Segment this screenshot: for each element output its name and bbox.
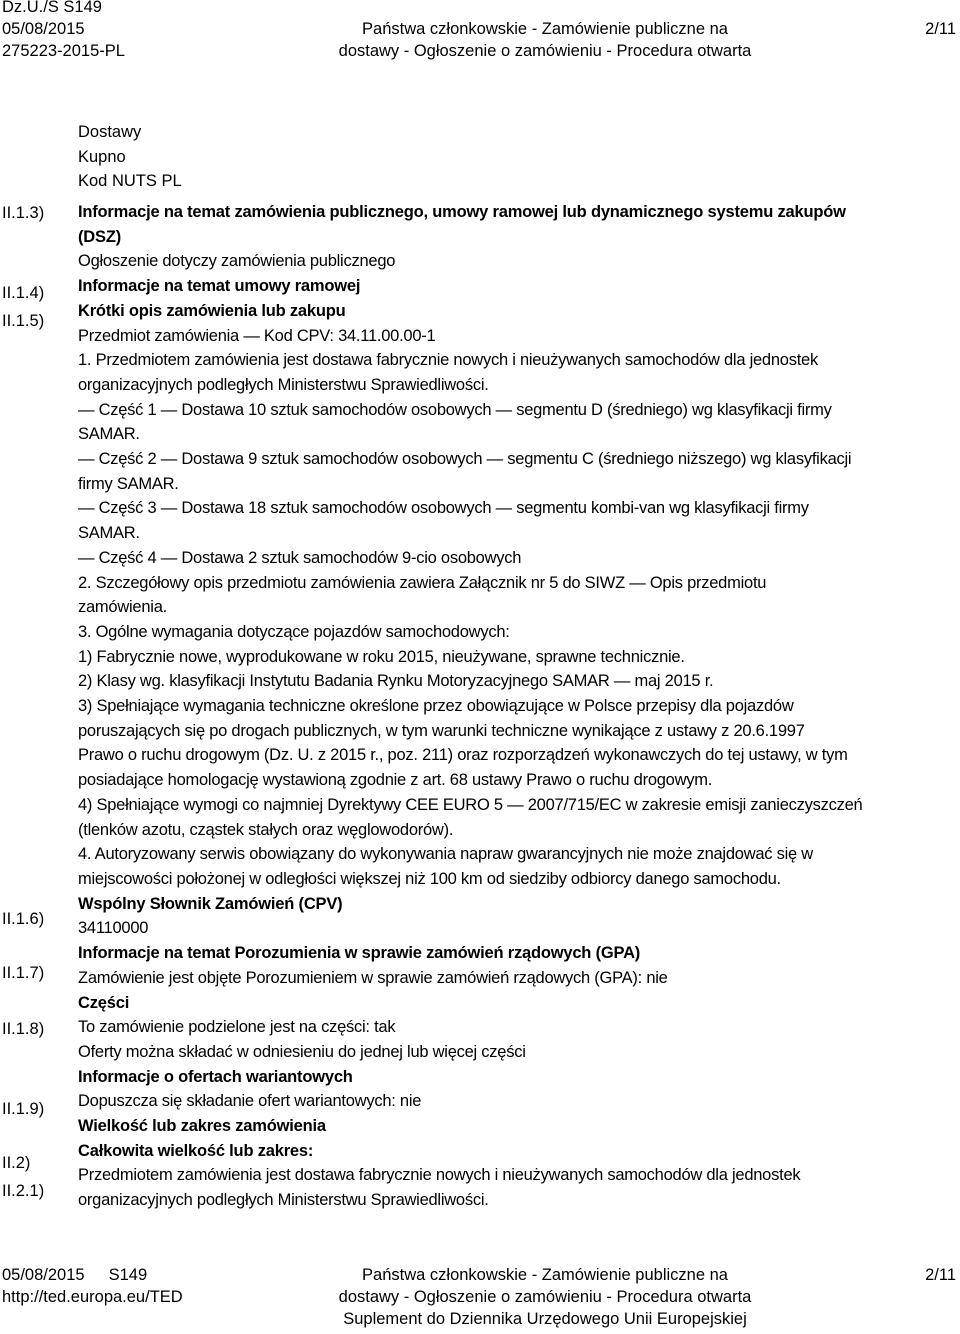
body-line: — Część 3 — Dostawa 18 sztuk samochodów osobowych — segmentu kombi-van wg klasyfikacji firmy [78, 499, 809, 518]
intro-line: Dostawy [78, 123, 142, 141]
section-number-ii-1-9: II.1.9) [2, 1100, 45, 1118]
body-line: firmy SAMAR. [78, 474, 179, 493]
intro-line: Kupno [78, 147, 126, 166]
footer-title-line-1: Państwa członkowskie - Zamówienie publiczne na [362, 1266, 728, 1284]
footer-issue: S149 [108, 1266, 148, 1284]
body-line: 34110000 [78, 919, 149, 938]
body-line: 1. Przedmiotem zamówienia jest dostawa fabrycznie nowych i nieużywanych samochodów dla jednostek [78, 351, 818, 370]
body-line: 3) Spełniające wymagania techniczne określone przez obowiązujące w Polsce przepisy dla pojazdów [78, 697, 794, 716]
section-heading: Informacje na temat Porozumienia w sprawie zamówień rządowych (GPA) [78, 944, 641, 963]
body-line: SAMAR. [78, 524, 140, 543]
footer-url[interactable]: http://ted.europa.eu/TED [2, 1288, 183, 1306]
body-line: organizacyjnych podległych Ministerstwu Sprawiedliwości. [78, 1191, 489, 1210]
section-number-ii-1-4: II.1.4) [2, 284, 45, 302]
footer-date: 05/08/2015 [2, 1266, 85, 1284]
section-heading: Informacje o ofertach wariantowych [78, 1067, 353, 1086]
section-heading: Całkowita wielkość lub zakres: [78, 1141, 314, 1160]
body-line: SAMAR. [78, 425, 140, 444]
section-heading: (DSZ) [78, 227, 121, 246]
section-number-ii-1-3: II.1.3) [2, 204, 45, 222]
header-title-line-2: dostawy - Ogłoszenie o zamówieniu - Procedura otwarta [338, 42, 752, 60]
body-line: 1) Fabrycznie nowe, wyprodukowane w roku 2015, nieużywane, sprawne technicznie. [78, 647, 685, 666]
section-heading: Krótki opis zamówienia lub zakupu [78, 301, 346, 320]
body-line: 2) Klasy wg. klasyfikacji Instytutu Badania Rynku Motoryzacyjnego SAMAR — maj 2015 r. [78, 672, 714, 691]
journal-ref: Dz.U./S S149 [2, 0, 102, 16]
body-line: Oferty można składać w odniesieniu do jednej lub więcej części [78, 1042, 526, 1061]
body-line: zamówienia. [78, 598, 167, 617]
footer-center [0, 1264, 960, 1330]
section-number-ii-1-8: II.1.8) [2, 1020, 45, 1038]
body-line: Przedmiotem zamówienia jest dostawa fabrycznie nowych i nieużywanych samochodów dla jednostek [78, 1166, 801, 1185]
body-line: Zamówienie jest objęte Porozumieniem w sprawie zamówień rządowych (GPA): nie [78, 968, 668, 987]
intro-line: Kod NUTS PL [78, 172, 182, 191]
notice-body [78, 200, 944, 1213]
section-heading: Informacje na temat umowy ramowej [78, 277, 361, 296]
section-number-ii-1-5: II.1.5) [2, 312, 45, 330]
footer-supplement: Suplement do Dziennika Urzędowego Unii Europejskiej [343, 1310, 747, 1328]
header-title-line-1: Państwa członkowskie - Zamówienie publiczne na [362, 20, 728, 38]
intro-block [78, 120, 944, 194]
body-line: poruszających się po drogach publicznych, w tym warunki techniczne wynikające z ustawy z 20.6.1997 [78, 721, 805, 740]
body-line: — Część 1 — Dostawa 10 sztuk samochodów osobowych — segmentu D (średniego) wg klasyfikacji firmy [78, 400, 832, 419]
body-line: — Część 2 — Dostawa 9 sztuk samochodów osobowych — segmentu C (średniego niższego) wg klasyfikacji [78, 450, 852, 469]
footer-page-number: 2/11 [925, 1266, 956, 1284]
footer-title-line-2: dostawy - Ogłoszenie o zamówieniu - Procedura otwarta [338, 1288, 752, 1306]
section-heading: Części [78, 993, 130, 1012]
notice-number: 275223-2015-PL [2, 42, 125, 60]
body-line: organizacyjnych podległych Ministerstwu Sprawiedliwości. [78, 375, 489, 394]
section-number-ii-2-1: II.2.1) [2, 1182, 45, 1200]
body-line: 3. Ogólne wymagania dotyczące pojazdów samochodowych: [78, 622, 510, 641]
body-line: Ogłoszenie dotyczy zamówienia publicznego [78, 252, 396, 271]
body-line: 2. Szczegółowy opis przedmiotu zamówienia zawiera Załącznik nr 5 do SIWZ — Opis przedmiotu [78, 573, 767, 592]
body-line: To zamówienie podzielone jest na części: tak [78, 1018, 396, 1037]
section-heading: Informacje na temat zamówienia publicznego, umowy ramowej lub dynamicznego systemu zakupów [78, 203, 846, 221]
body-line: miejscowości położonej w odległości większej niż 100 km od siedziby odbiorcy danego samochodu. [78, 869, 781, 888]
section-number-ii-1-7: II.1.7) [2, 964, 45, 982]
body-line: 4. Autoryzowany serwis obowiązany do wykonywania napraw gwarancyjnych nie może znajdować się w [78, 845, 813, 864]
section-number-ii-2: II.2) [2, 1154, 31, 1172]
body-line: Przedmiot zamówienia — Kod CPV: 34.11.00.00-1 [78, 326, 436, 345]
body-line: 4) Spełniające wymogi co najmniej Dyrektywy CEE EURO 5 — 2007/715/EC w zakresie emisji zanieczyszczeń [78, 795, 863, 814]
body-line: Prawo o ruchu drogowym (Dz. U. z 2015 r., poz. 211) oraz rozporządzeń wykonawczych do tej ustawy, w tym [78, 746, 848, 765]
header-center [0, 0, 960, 62]
header-date: 05/08/2015 [2, 20, 85, 38]
header-page-number: 2/11 [925, 20, 956, 38]
section-number-ii-1-6: II.1.6) [2, 910, 45, 928]
section-heading: Wspólny Słownik Zamówień (CPV) [78, 894, 343, 913]
body-line: posiadające homologację wystawioną zgodnie z art. 68 ustawy Prawo o ruchu drogowym. [78, 771, 713, 790]
section-heading: Wielkość lub zakres zamówienia [78, 1117, 326, 1136]
body-line: — Część 4 — Dostawa 2 sztuk samochodów 9-cio osobowych [78, 548, 522, 567]
body-line: (tlenków azotu, cząstek stałych oraz węglowodorów). [78, 820, 454, 839]
body-line: Dopuszcza się składanie ofert wariantowych: nie [78, 1092, 422, 1111]
